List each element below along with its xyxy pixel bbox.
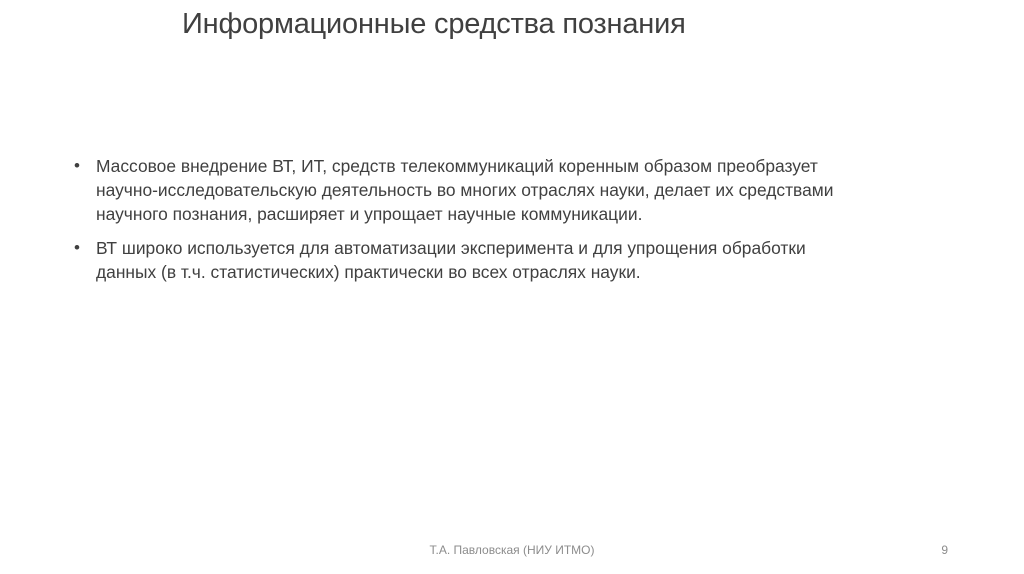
bullet-line: научного познания, расширяет и упрощает научные коммуникации. (96, 204, 643, 224)
slide-title: Информационные средства познания (182, 8, 686, 40)
bullet-line: ВТ широко используется для автоматизации эксперимента и для упрощения обработки (96, 238, 806, 258)
slide-number: 9 (941, 543, 948, 557)
bullet-icon: • (74, 238, 80, 257)
bullet-list (70, 154, 950, 294)
slide-footer: Т.А. Павловская (НИУ ИТМО) (429, 543, 595, 557)
bullet-item (70, 154, 950, 226)
bullet-icon: • (74, 156, 80, 175)
bullet-line: данных (в т.ч. статистических) практически во всех отраслях науки. (96, 262, 641, 282)
bullet-line: Массовое внедрение ВТ, ИТ, средств телекоммуникаций коренным образом преобразует (96, 156, 818, 176)
bullet-item (70, 236, 950, 284)
bullet-line: научно-исследовательскую деятельность во многих отраслях науки, делает их средствами (96, 180, 834, 200)
